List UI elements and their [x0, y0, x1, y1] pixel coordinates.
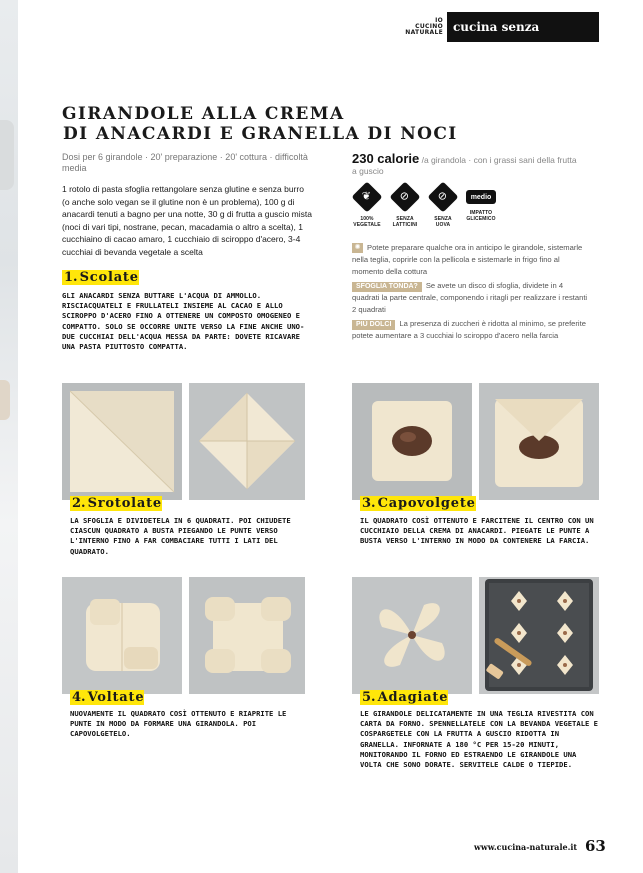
photo-step-3a	[352, 383, 472, 500]
badge-label: LATTICINI	[392, 222, 418, 228]
calories-info	[352, 153, 582, 177]
leaf-icon: ❦	[351, 181, 382, 212]
photo-step-4a	[62, 577, 182, 694]
diet-badges	[352, 186, 496, 228]
badge-label: SENZA	[396, 216, 414, 222]
cup-shape	[0, 120, 14, 190]
step-1-title	[62, 270, 139, 285]
calories-value: 230 calorie	[352, 151, 420, 166]
photo-step-5b	[479, 577, 599, 694]
round-tag: SFOGLIA TONDA?	[352, 282, 422, 292]
step-verb: Srotolate	[87, 496, 162, 511]
step-5-text: LE GIRANDOLE DELICATAMENTE IN UNA TEGLIA RIVESTITA CON CARTA DA FORNO. SPENNELLATELE CON LA BEVANDA VEGETALE E COSPARGETELE CON LA FRUTTA A GUSCIO RIDOTTA IN GRANELLA. INFORNATE A 180 °C PER 15-20 MINUTI, MONITORANDO IL FORNO ED ESTRAENDO LE GIRANDOLE UNA VOLTA CHE SONO DORATE. SERVITELE CALDE O TIEPIDE.	[360, 709, 598, 770]
step-4-text: NUOVAMENTE IL QUADRATO COSÌ OTTENUTO E RIAPRITE LE PUNTE IN MODO DA FORMARE UNA GIRANDOLA. POI CAPOVOLGETELO.	[70, 709, 287, 739]
step-verb: Adagiate	[377, 690, 449, 705]
step-verb: Capovolgete	[377, 496, 476, 511]
step-verb: Scolate	[79, 270, 139, 285]
badge-label: UOVA	[435, 222, 451, 228]
glycemic-icon: medio	[466, 190, 496, 204]
page-number: 63	[585, 837, 606, 855]
step-4-title	[70, 690, 144, 705]
decor-shape	[0, 380, 10, 420]
badge-senza-latticini	[390, 186, 420, 228]
footer-url: www.cucina-naturale.it	[474, 842, 578, 852]
title-line: DI ANACARDI E GRANELLA DI NOCI	[63, 124, 458, 144]
step-3-text: IL QUADRATO COSÌ OTTENUTO E FARCITENE IL CENTRO CON UN CUCCHIAIO DELLA CREMA DI ANACARDI. PIEGATE LE PUNTE A BUSTA VERSO L'INTERNO IN MODO DA CONTENERE LA FARCIA.	[360, 516, 594, 546]
photo-step-5a	[352, 577, 472, 694]
sweet-text: La presenza di zuccheri è ridotta al minimo, se preferite potete aumentare a 3 cucchiai lo sciroppo d'acero nella farcia	[352, 319, 586, 340]
step-2-text: LA SFOGLIA E DIVIDETELA IN 6 QUADRATI. POI CHIUDETE CIASCUN QUADRATO A BUSTA PIEGANDO LE PUNTE VERSO L'INTERNO FINO A FAR COMBACIARE TUTTI I LATI DEL QUADRATO.	[70, 516, 291, 556]
badge-senza-uova	[428, 186, 458, 228]
step-5-title	[360, 690, 448, 705]
logo-line: IO	[435, 17, 443, 24]
recipe-meta: Dosi per 6 girandole · 20' preparazione · 20' cottura · difficoltà media	[62, 152, 308, 173]
round-text: Se avete un disco di sfoglia, dividete in 4 quadrati la parte centrale, componendo i ritagli per realizzare i restanti 2 quadrati	[352, 281, 588, 314]
photo-step-2a	[62, 383, 182, 500]
section-label: cucina senza	[447, 12, 599, 42]
photo-step-4b	[189, 577, 305, 694]
sun-icon: ✺	[352, 243, 363, 253]
logo-line: NATURALE	[405, 29, 443, 36]
photo-step-2b	[189, 383, 305, 500]
recipe-notes	[352, 242, 592, 344]
step-number: 5.	[362, 690, 376, 705]
egg-icon: ⊘	[427, 181, 458, 212]
recipe-title	[62, 104, 458, 144]
round-note	[352, 280, 592, 316]
badge-vegetale	[352, 186, 382, 228]
photo-step-3b	[479, 383, 599, 500]
badge-label: IMPATTO	[469, 210, 493, 216]
step-2-title	[70, 496, 162, 511]
badge-label: VEGETALE	[353, 222, 381, 228]
sweet-tag: PIÙ DOLCI	[352, 320, 395, 330]
step-verb: Voltate	[87, 690, 145, 705]
ingredients-list: 1 rotolo di pasta sfoglia rettangolare senza glutine e senza burro (o anche solo vegan se il glutine non è un problema), 100 g di anacardi tenuti a bagno per una notte, 30 g di frutta a guscio mista (noci di vari tipi, nostrane, pecan, macadamia o altro a scelta), 1 cucchiaino di cacao amaro, 1 cucchiaio di sciroppo d'acero, 3-4 cucchiai di bevanda vegetale a scelta	[62, 184, 312, 257]
tip-text: Potete preparare qualche ora in anticipo le girandole, sistemarle nella teglia, coprirle con la pellicola e sistemarle in frigo fino al momento della cottura	[352, 243, 583, 276]
step-number: 2.	[72, 496, 86, 511]
logo-line: CUCINO	[415, 23, 443, 30]
title-line: GIRANDOLE ALLA CREMA	[62, 104, 345, 124]
milk-bottle-icon: ⊘	[389, 181, 420, 212]
step-number: 4.	[72, 690, 86, 705]
badge-label: 100%	[360, 216, 374, 222]
calories-detail: /a girandola · con i grassi sani della frutta a guscio	[352, 155, 577, 176]
step-3-title	[360, 496, 476, 511]
magazine-logo	[405, 18, 443, 36]
badge-impatto-glicemico	[466, 186, 496, 228]
badge-label: SENZA	[434, 216, 452, 222]
page-header	[405, 12, 599, 42]
tip-note	[352, 242, 592, 278]
background-photo-strip	[0, 0, 18, 873]
step-1-text: GLI ANACARDI SENZA BUTTARE L'ACQUA DI AMMOLLO. RISCIACQUATELI E FRULLATELI INSIEME AL CACAO E ALLO SCIROPPO D'ACERO FINO A OTTENERE UN COMPOSTO OMOGENEO E COMPATTO. SOLO SE OCCORRE UNITE VERSO LA FINE ANCHE UNO-DUE CUCCHIAI DELL'ACQUA MESSA DA PARTE: DOVETE RICAVARE UNA PASTA PIUTTOSTO COMPATTA.	[62, 291, 305, 352]
badge-label: GLICEMICO	[466, 216, 496, 222]
sweet-note	[352, 318, 592, 342]
step-number: 3.	[362, 496, 376, 511]
step-number: 1.	[64, 270, 78, 285]
